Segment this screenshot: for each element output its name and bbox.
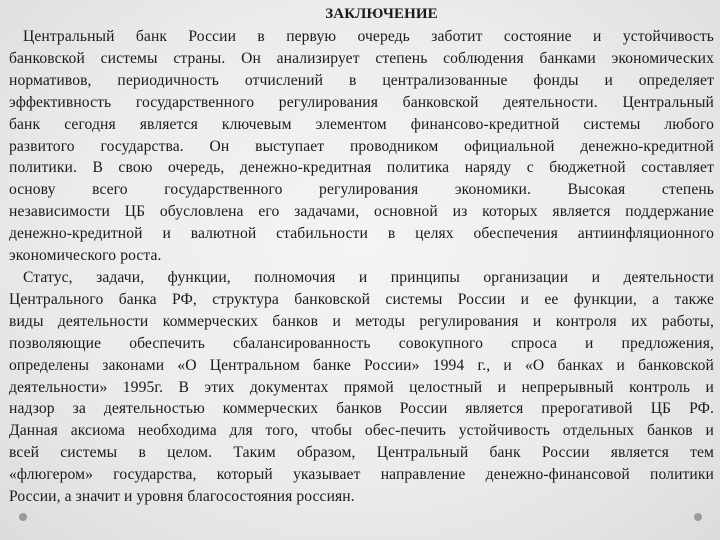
text-line: надзор за деятельностью коммерческих банков России является прерогативой ЦБ РФ.	[9, 400, 714, 418]
text-line: виды деятельности коммерческих банков и методы регулирования и контроля их работы,	[9, 312, 714, 330]
text-line: развитого государства. Он выступает проводником официальной денежно-кредитной	[9, 137, 714, 155]
text-line: независимости ЦБ обусловлена его задачами, основной из которых является поддержание	[9, 203, 714, 221]
page-title: ЗАКЛЮЧЕНИЕ	[325, 6, 438, 22]
paragraph-2	[9, 267, 714, 508]
text-line: банковской системы страны. Он анализирует степень соблюдения банками экономических	[9, 49, 714, 67]
text-line: политики. В свою очередь, денежно-кредитная политика наряду с бюджетной составляет	[9, 159, 714, 177]
text-line: позволяющие обеспечить сбалансированность совокупного спроса и предложения,	[9, 334, 714, 352]
text-line: всей системы в целом. Таким образом, Центральный банк России является тем	[9, 444, 714, 462]
right-bullet-dot	[694, 513, 702, 521]
text-line: эффективность государственного регулирования банковской деятельности. Центральный	[9, 93, 714, 111]
text-line: банк сегодня является ключевым элементом финансово-кредитной системы любого	[9, 115, 714, 133]
text-line: Центральный банк России в первую очередь заботит состояние и устойчивость	[23, 28, 714, 45]
text-line: Статус, задачи, функции, полномочия и принципы организации и деятельности	[23, 268, 714, 286]
text-line: «флюгером» государства, который указывает направление денежно-финансовой политики	[9, 466, 714, 484]
text-line: Данная аксиома необходима для того, чтобы обес-печить устойчивость отдельных банков и	[9, 422, 714, 440]
text-line: деятельности» 1995г. В этих документах прямой целостный и непрерывный контроль и	[9, 378, 714, 396]
text-line: экономического роста.	[9, 247, 162, 265]
text-line: денежно-кредитной и валютной стабильности в целях обеспечения антиинфляционного	[9, 225, 714, 243]
left-bullet-dot	[19, 513, 27, 521]
text-body	[9, 2, 714, 508]
text-line: определены законами «О Центральном банке России» 1994 г., и «О банках и банковской	[9, 356, 714, 374]
text-line: России, а значит и уровня благосостояния россиян.	[9, 488, 355, 506]
text-line: основу всего государственного регулирования экономики. Высокая степень	[9, 181, 714, 199]
text-line: нормативов, периодичность отчислений в централизованные фонды и определяет	[9, 71, 714, 89]
text-line: Центрального банка РФ, структура банковской системы России и ее функции, а также	[9, 290, 714, 308]
paragraph-1	[9, 26, 714, 267]
